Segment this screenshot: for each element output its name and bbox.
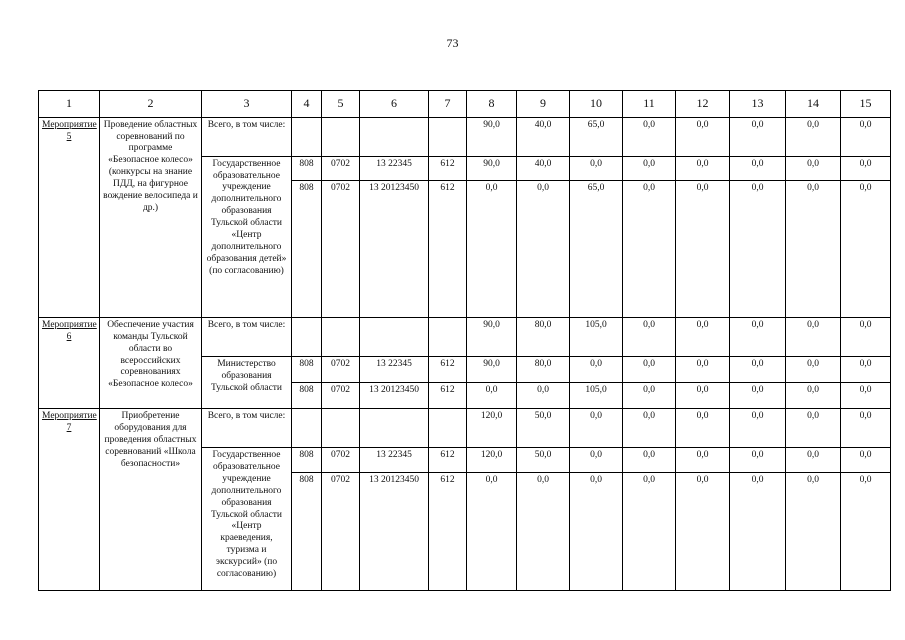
header-cell: 13 xyxy=(730,91,786,118)
code-cell: 612 xyxy=(429,382,467,409)
value-cell: 0,0 xyxy=(786,472,841,590)
value-cell: 0,0 xyxy=(676,181,730,318)
value-cell: 0,0 xyxy=(676,117,730,156)
header-cell: 15 xyxy=(841,91,891,118)
empty-cell xyxy=(322,117,360,156)
code-cell: 612 xyxy=(429,472,467,590)
value-cell: 0,0 xyxy=(623,181,676,318)
table-body xyxy=(39,91,891,591)
event-label-text: Мероприятие 5 xyxy=(42,119,97,142)
code-cell: 13 20123450 xyxy=(360,382,429,409)
value-cell: 0,0 xyxy=(623,317,676,356)
value-cell: 0,0 xyxy=(730,472,786,590)
header-cell: 9 xyxy=(517,91,570,118)
value-cell: 80,0 xyxy=(517,317,570,356)
value-cell: 0,0 xyxy=(517,382,570,409)
empty-cell xyxy=(429,117,467,156)
executor-cell: Государственное образовательное учреждение дополнительного образования Тульской области «Центр краеведения, туризма и экскурсий» (по согласованию) xyxy=(202,448,292,591)
value-cell: 0,0 xyxy=(786,117,841,156)
value-cell: 0,0 xyxy=(730,409,786,448)
value-cell: 0,0 xyxy=(570,472,623,590)
code-cell: 612 xyxy=(429,156,467,181)
value-cell: 0,0 xyxy=(676,156,730,181)
value-cell: 0,0 xyxy=(786,409,841,448)
value-cell: 65,0 xyxy=(570,117,623,156)
header-cell: 4 xyxy=(292,91,322,118)
value-cell: 90,0 xyxy=(467,117,517,156)
event-name: Проведение областных соревнований по программе «Безопасное колесо» (конкурсы на знание ПДД, на фигурное вождение велосипеда и др.) xyxy=(100,117,202,317)
value-cell: 0,0 xyxy=(841,117,891,156)
value-cell: 0,0 xyxy=(676,472,730,590)
value-cell: 80,0 xyxy=(517,356,570,382)
value-cell: 0,0 xyxy=(517,181,570,318)
value-cell: 0,0 xyxy=(786,356,841,382)
header-cell: 3 xyxy=(202,91,292,118)
header-cell: 11 xyxy=(623,91,676,118)
empty-cell xyxy=(322,317,360,356)
value-cell: 0,0 xyxy=(730,181,786,318)
table-row xyxy=(39,409,891,448)
value-cell: 65,0 xyxy=(570,181,623,318)
page-number: 73 xyxy=(446,36,459,50)
value-cell: 105,0 xyxy=(570,317,623,356)
total-label: Всего, в том числе: xyxy=(202,317,292,356)
event-name: Приобретение оборудования для проведения областных соревнований «Школа безопасности» xyxy=(100,409,202,591)
event-name: Обеспечение участия команды Тульской области во всероссийских соревнованиях «Безопасное колесо» xyxy=(100,317,202,408)
value-cell: 0,0 xyxy=(730,156,786,181)
code-cell: 0702 xyxy=(322,156,360,181)
value-cell: 0,0 xyxy=(467,382,517,409)
value-cell: 0,0 xyxy=(467,181,517,318)
header-cell: 8 xyxy=(467,91,517,118)
empty-cell xyxy=(292,117,322,156)
code-cell: 808 xyxy=(292,181,322,318)
budget-table xyxy=(38,90,891,591)
header-cell: 12 xyxy=(676,91,730,118)
empty-cell xyxy=(292,409,322,448)
total-label: Всего, в том числе: xyxy=(202,117,292,156)
code-cell: 13 22345 xyxy=(360,356,429,382)
value-cell: 120,0 xyxy=(467,409,517,448)
value-cell: 0,0 xyxy=(676,356,730,382)
value-cell: 0,0 xyxy=(841,409,891,448)
value-cell: 0,0 xyxy=(623,117,676,156)
code-cell: 612 xyxy=(429,356,467,382)
value-cell: 0,0 xyxy=(676,409,730,448)
value-cell: 0,0 xyxy=(676,382,730,409)
value-cell: 105,0 xyxy=(570,382,623,409)
empty-cell xyxy=(360,317,429,356)
value-cell: 0,0 xyxy=(786,317,841,356)
header-row xyxy=(39,91,891,118)
value-cell: 0,0 xyxy=(570,448,623,473)
code-cell: 0702 xyxy=(322,382,360,409)
value-cell: 0,0 xyxy=(676,317,730,356)
value-cell: 0,0 xyxy=(730,317,786,356)
header-cell: 5 xyxy=(322,91,360,118)
code-cell: 0702 xyxy=(322,448,360,473)
empty-cell xyxy=(360,409,429,448)
value-cell: 0,0 xyxy=(570,356,623,382)
value-cell: 0,0 xyxy=(841,382,891,409)
value-cell: 0,0 xyxy=(786,156,841,181)
value-cell: 40,0 xyxy=(517,156,570,181)
value-cell: 0,0 xyxy=(841,472,891,590)
empty-cell xyxy=(292,317,322,356)
value-cell: 0,0 xyxy=(841,448,891,473)
value-cell: 0,0 xyxy=(786,382,841,409)
code-cell: 612 xyxy=(429,448,467,473)
value-cell: 50,0 xyxy=(517,448,570,473)
empty-cell xyxy=(322,409,360,448)
event-label xyxy=(39,317,100,408)
value-cell: 90,0 xyxy=(467,356,517,382)
value-cell: 0,0 xyxy=(623,472,676,590)
value-cell: 0,0 xyxy=(676,448,730,473)
value-cell: 0,0 xyxy=(623,448,676,473)
value-cell: 90,0 xyxy=(467,156,517,181)
value-cell: 0,0 xyxy=(623,382,676,409)
header-cell: 6 xyxy=(360,91,429,118)
header-cell: 10 xyxy=(570,91,623,118)
empty-cell xyxy=(429,317,467,356)
value-cell: 0,0 xyxy=(623,356,676,382)
value-cell: 0,0 xyxy=(730,117,786,156)
code-cell: 808 xyxy=(292,156,322,181)
code-cell: 0702 xyxy=(322,181,360,318)
code-cell: 13 22345 xyxy=(360,448,429,473)
event-label xyxy=(39,117,100,317)
value-cell: 0,0 xyxy=(841,156,891,181)
table-row xyxy=(39,117,891,156)
value-cell: 40,0 xyxy=(517,117,570,156)
value-cell: 0,0 xyxy=(517,472,570,590)
value-cell: 0,0 xyxy=(467,472,517,590)
code-cell: 13 20123450 xyxy=(360,472,429,590)
header-cell: 1 xyxy=(39,91,100,118)
header-cell: 14 xyxy=(786,91,841,118)
value-cell: 0,0 xyxy=(570,409,623,448)
table-row xyxy=(39,317,891,356)
executor-cell: Государственное образовательное учреждение дополнительного образования Тульской области «Центр дополнительного образования детей» (по согласованию) xyxy=(202,156,292,317)
executor-cell: Министерство образования Тульской области xyxy=(202,356,292,408)
event-label-text: Мероприятие 6 xyxy=(42,319,97,342)
code-cell: 808 xyxy=(292,356,322,382)
header-cell: 7 xyxy=(429,91,467,118)
event-label xyxy=(39,409,100,591)
value-cell: 50,0 xyxy=(517,409,570,448)
code-cell: 0702 xyxy=(322,472,360,590)
code-cell: 808 xyxy=(292,382,322,409)
value-cell: 0,0 xyxy=(786,181,841,318)
code-cell: 13 22345 xyxy=(360,156,429,181)
header-cell: 2 xyxy=(100,91,202,118)
code-cell: 808 xyxy=(292,448,322,473)
value-cell: 0,0 xyxy=(623,156,676,181)
code-cell: 0702 xyxy=(322,356,360,382)
event-label-text: Мероприятие 7 xyxy=(42,411,97,434)
code-cell: 612 xyxy=(429,181,467,318)
value-cell: 0,0 xyxy=(786,448,841,473)
value-cell: 0,0 xyxy=(730,448,786,473)
value-cell: 0,0 xyxy=(841,181,891,318)
value-cell: 0,0 xyxy=(841,356,891,382)
value-cell: 0,0 xyxy=(570,156,623,181)
value-cell: 0,0 xyxy=(841,317,891,356)
empty-cell xyxy=(360,117,429,156)
value-cell: 0,0 xyxy=(730,382,786,409)
value-cell: 90,0 xyxy=(467,317,517,356)
total-label: Всего, в том числе: xyxy=(202,409,292,448)
value-cell: 120,0 xyxy=(467,448,517,473)
code-cell: 13 20123450 xyxy=(360,181,429,318)
value-cell: 0,0 xyxy=(623,409,676,448)
empty-cell xyxy=(429,409,467,448)
code-cell: 808 xyxy=(292,472,322,590)
value-cell: 0,0 xyxy=(730,356,786,382)
